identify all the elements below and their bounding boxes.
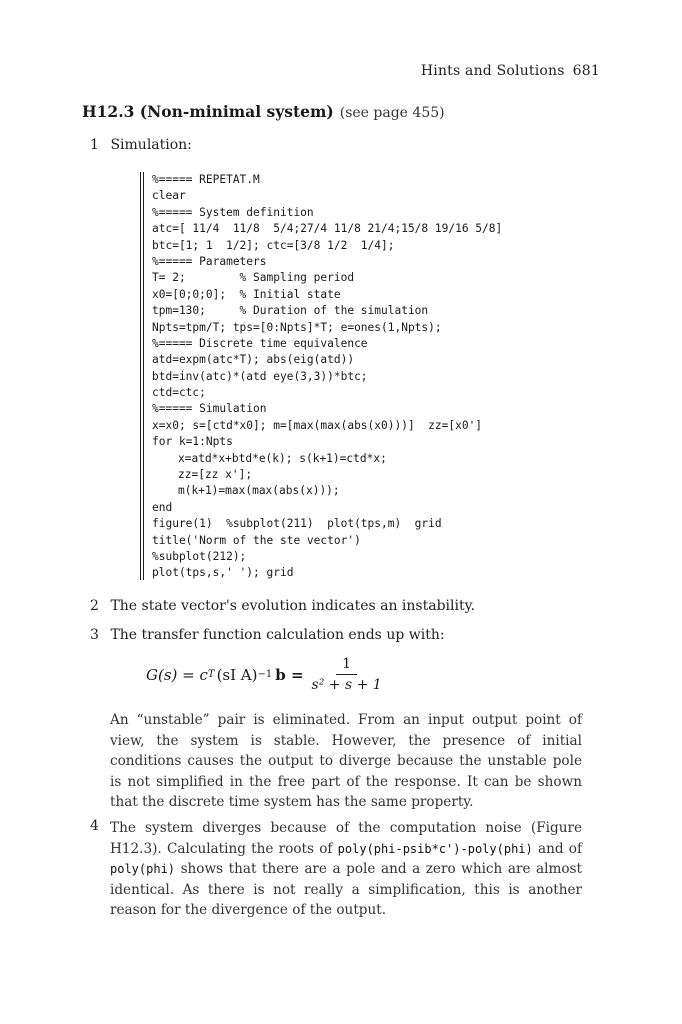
item-number: 1 bbox=[90, 137, 99, 153]
code-line: btc=[1; 1 1/2]; ctc=[3/8 1/2 1/4]; bbox=[152, 238, 395, 252]
code-line: zz=[zz x']; bbox=[178, 468, 253, 482]
para4-text: shows that there are a pole and a zero which are almost identical. As there is not really a simplification, this is another reason for the divergence of the output. bbox=[110, 861, 582, 919]
code-line: x=atd*x+btd*e(k); s(k+1)=ctd*x; bbox=[178, 451, 387, 465]
formula-transpose: T bbox=[207, 669, 215, 680]
code-listing bbox=[140, 172, 562, 580]
code-line: figure(1) %subplot(211) plot(tps,m) grid bbox=[152, 517, 442, 531]
code-line: %subplot(212); bbox=[152, 549, 247, 563]
code-line: plot(tps,s,' '); grid bbox=[152, 566, 294, 580]
code-line: x=x0; s=[ctd*x0]; m=[max(max(abs(x0)))] zz=[x0'] bbox=[152, 418, 483, 432]
formula-inverse: −1 bbox=[257, 669, 273, 680]
section-page-ref: (see page 455) bbox=[339, 105, 445, 121]
para4-code: poly(phi-psib*c')-poly(phi) bbox=[337, 841, 533, 856]
item-number: 2 bbox=[90, 598, 99, 614]
code-line: %===== System definition bbox=[152, 205, 314, 219]
code-line: Npts=tpm/T; tps=[0:Npts]*T; e=ones(1,Npts); bbox=[152, 320, 442, 334]
list-item-3 bbox=[90, 627, 445, 643]
para4-text: The system diverges because of the computation noise (Figure H12.3). Calculating the roots of bbox=[110, 820, 582, 857]
code-line: btd=inv(atc)*(atd eye(3,3))*btc; bbox=[152, 369, 368, 383]
list-item-2 bbox=[90, 598, 475, 614]
list-item-1 bbox=[90, 137, 192, 153]
transfer-function-formula bbox=[146, 656, 382, 693]
list-item-4 bbox=[90, 818, 106, 834]
code-line: %===== Discrete time equivalence bbox=[152, 336, 368, 350]
code-line: m(k+1)=max(max(abs(x))); bbox=[178, 484, 340, 498]
section-heading: H12.3 (Non-minimal system) bbox=[82, 102, 334, 121]
code-line: %===== REPETAT.M bbox=[152, 173, 260, 186]
running-title: Hints and Solutions bbox=[420, 63, 565, 79]
code-line: end bbox=[152, 500, 173, 514]
code-line: atc=[ 11/4 11/8 5/4;27/4 11/8 21/4;15/8 19/16 5/8] bbox=[152, 222, 503, 236]
paragraph-4 bbox=[110, 818, 582, 921]
code-line: clear bbox=[152, 189, 186, 203]
section-title bbox=[82, 102, 445, 121]
code-line: %===== Parameters bbox=[152, 254, 267, 268]
running-head bbox=[421, 63, 600, 79]
code-line: %===== Simulation bbox=[152, 402, 267, 416]
code-line: title('Norm of the ste vector') bbox=[152, 533, 361, 547]
formula-lhs: G(s) = c bbox=[146, 665, 208, 684]
code-line: atd=expm(atc*T); abs(eig(atd)) bbox=[152, 353, 355, 367]
code-line: for k=1:Npts bbox=[152, 435, 233, 449]
item-text: The transfer function calculation ends up with: bbox=[110, 627, 445, 643]
code-line: ctd=ctc; bbox=[152, 386, 206, 400]
formula-b: b = bbox=[275, 665, 304, 684]
formula-numerator: 1 bbox=[336, 656, 357, 675]
formula-mid: (sI A) bbox=[216, 665, 258, 684]
code-line: x0=[0;0;0]; % Initial state bbox=[152, 287, 341, 301]
item-text: Simulation: bbox=[110, 137, 192, 153]
paragraph-3: An “unstable” pair is eliminated. From an input output point of view, the system is stable. However, the presence of initial conditions causes the output to diverge because the unstable pole is not simplified in the free part of the response. It can be shown that the discrete time system has the same property. bbox=[110, 712, 582, 811]
code-line: T= 2; % Sampling period bbox=[152, 271, 355, 285]
formula-denominator: s² + s + 1 bbox=[311, 677, 382, 693]
item-number: 3 bbox=[90, 627, 99, 643]
formula-fraction bbox=[312, 656, 382, 693]
code-line: tpm=130; % Duration of the simulation bbox=[152, 304, 429, 318]
item-text: The state vector's evolution indicates an instability. bbox=[110, 598, 476, 614]
item-number: 4 bbox=[90, 818, 99, 834]
para4-code: poly(phi) bbox=[110, 862, 176, 877]
para4-text: and of bbox=[532, 840, 583, 857]
page-number: 681 bbox=[572, 63, 600, 79]
